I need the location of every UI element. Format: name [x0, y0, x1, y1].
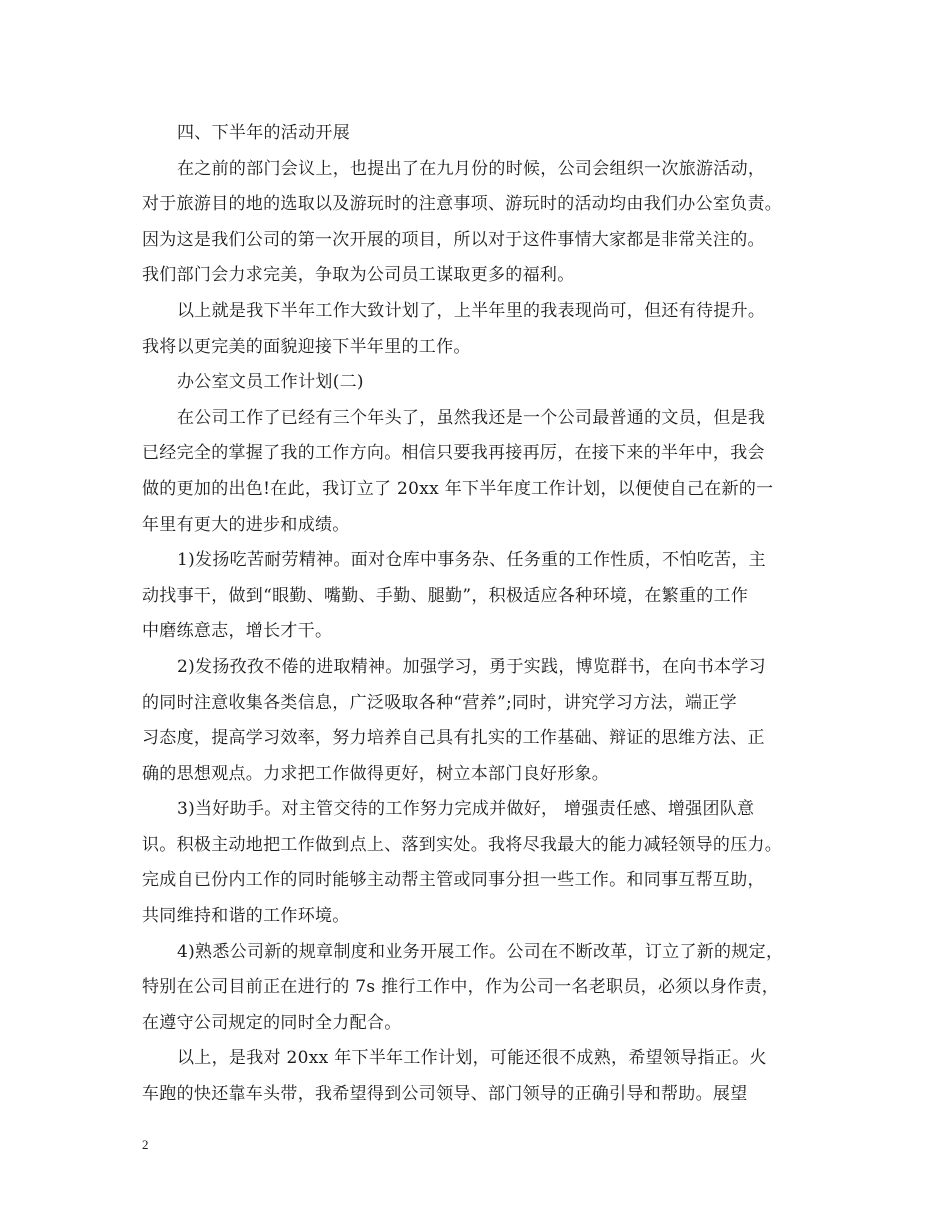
page-number: 2 [142, 1137, 149, 1152]
paragraph-line: 我们部门会力求完美，争取为公司员工谋取更多的福利。 [142, 265, 575, 286]
paragraph-line: 习态度，提高学习效率，努力培养自己具有扎实的工作基础、辩证的思维方法、正 [142, 728, 765, 749]
paragraph-line: 2)发扬孜孜不倦的进取精神。加强学习，勇于实践，博览群书，在向书本学习 [177, 656, 766, 677]
section-heading: 办公室文员工作计划(二) [177, 372, 364, 393]
paragraph-line: 因为这是我们公司的第一次开展的项目，所以对于这件事情大家都是非常关注的。 [142, 229, 765, 250]
paragraph-line: 我将以更完美的面貌迎接下半年里的工作。 [142, 336, 471, 357]
paragraph-line: 以上就是我下半年工作大致计划了，上半年里的我表现尚可，但还有待提升。 [177, 300, 766, 321]
paragraph-line: 年里有更大的进步和成绩。 [142, 514, 350, 535]
paragraph-line: 在遵守公司规定的同时全力配合。 [142, 1012, 402, 1033]
paragraph-line: 中磨练意志，增长才干。 [142, 621, 333, 642]
paragraph-line: 1)发扬吃苦耐劳精神。面对仓库中事务杂、任务重的工作性质，不怕吃苦，主 [177, 550, 766, 571]
paragraph-line: 的同时注意收集各类信息，广泛吸取各种“营养”;同时，讲究学习方法，端正学 [142, 692, 737, 713]
paragraph-line: 完成自已份内工作的同时能够主动帮主管或同事分担一些工作。和同事互帮互助， [142, 870, 765, 891]
paragraph-line: 对于旅游目的地的选取以及游玩时的注意事项、游玩时的活动均由我们办公室负责。 [142, 194, 783, 215]
paragraph-line: 3)当好助手。对主管交待的工作努力完成并做好， 增强责任感、增强团队意 [177, 799, 755, 820]
paragraph-line: 共同维持和谐的工作环境。 [142, 906, 350, 927]
section-heading: 四、下半年的活动开展 [177, 123, 350, 143]
paragraph-line: 以上，是我对 20xx 年下半年工作计划，可能还很不成熟，希望领导指正。火 [177, 1048, 767, 1069]
paragraph-line: 特别在公司目前正在进行的 7s 推行工作中，作为公司一名老职员，必须以身作责， [142, 977, 780, 998]
paragraph-line: 车跑的快还靠车头带，我希望得到公司领导、部门领导的正确引导和帮助。展望 [142, 1084, 748, 1105]
paragraph-line: 确的思想观点。力求把工作做得更好，树立本部门良好形象。 [142, 763, 610, 784]
paragraph-line: 在公司工作了已经有三个年头了，虽然我还是一个公司最普通的文员，但是我 [177, 407, 766, 428]
paragraph-line: 做的更加的出色!在此，我订立了 20xx 年下半年度工作计划，以便使自己在新的一 [142, 478, 774, 499]
paragraph-line: 4)熟悉公司新的规章制度和业务开展工作。公司在不断改革，订立了新的规定， [177, 941, 784, 962]
document-body [142, 116, 834, 1113]
paragraph-line: 在之前的部门会议上，也提出了在九月份的时候，公司会组织一次旅游活动， [177, 158, 766, 179]
paragraph-line: 已经完全的掌握了我的工作方向。相信只要我再接再厉，在接下来的半年中，我会 [142, 443, 765, 464]
paragraph-line: 识。积极主动地把工作做到点上、落到实处。我将尽我最大的能力减轻领导的压力。 [142, 834, 783, 855]
paragraph-line: 动找事干，做到“眼勤、嘴勤、手勤、腿勤”，积极适应各种环境，在繁重的工作 [142, 585, 749, 606]
